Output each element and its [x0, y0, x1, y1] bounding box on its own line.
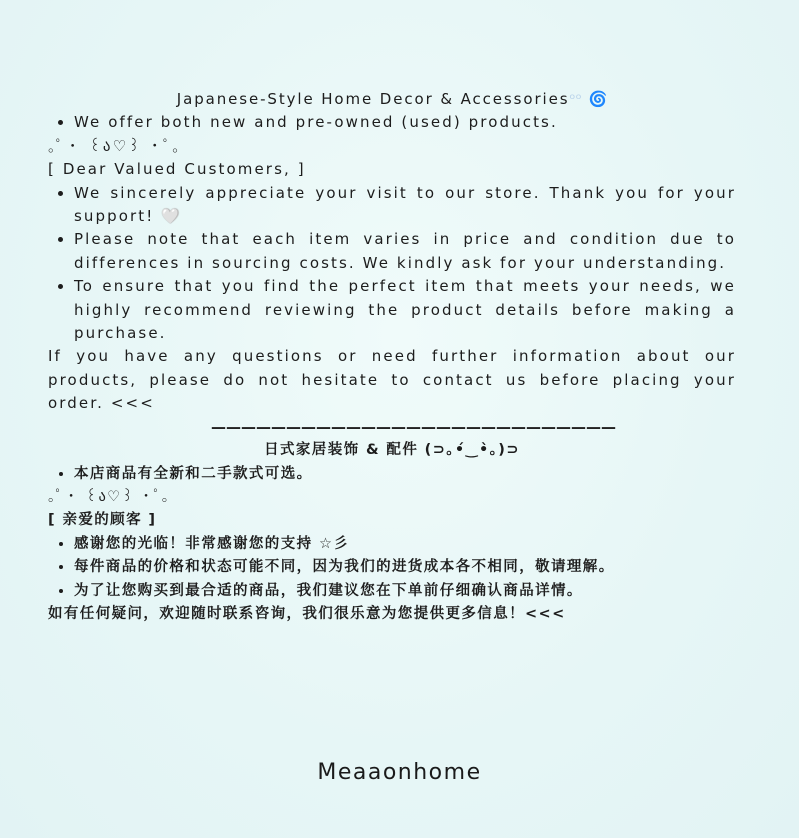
english-title-text: Japanese-Style Home Decor & Accessories [176, 90, 570, 108]
decorative-line: ｡ﾟ・ ꒰ა♡꒱ ・ﾟ｡ [48, 136, 182, 155]
section-divider: ——————————————————————————— [211, 417, 616, 436]
announcement-text [48, 88, 736, 626]
chinese-title: 日式家居装饰 & 配件 (⊃｡•́‿•̀｡)⊃ [264, 442, 520, 459]
list-item-text: We sincerely appreciate your visit to our store. Thank you for your support! [74, 183, 736, 226]
english-intro-list [48, 111, 736, 134]
list-item: • 每件商品的价格和状态可能不同，因为我们的进货成本各不相同，敬请理解。 [74, 556, 736, 579]
list-item: • 感谢您的光临！非常感谢您的支持 ☆彡 [74, 533, 736, 556]
bubbles-icon: ᵒᵒ [569, 90, 582, 108]
chinese-greeting: [ 亲爱的顾客 ] [48, 512, 157, 529]
chinese-notes-list [48, 533, 736, 603]
swirl-icon: 🌀 [588, 90, 608, 108]
list-item: • Please note that each item varies in price and condition due to differences in sourcing costs. We kindly ask for your understanding. [74, 228, 736, 275]
decorative-line: ｡ﾟ・ ꒰ა♡꒱ ・ﾟ｡ [48, 488, 171, 505]
list-item [74, 182, 736, 229]
english-title [48, 88, 736, 111]
english-greeting: [ Dear Valued Customers, ] [48, 160, 306, 179]
list-item: • 本店商品有全新和二手款式可选。 [74, 463, 736, 486]
chinese-closing: 如有任何疑问，欢迎随时联系咨询，我们很乐意为您提供更多信息！<<< [48, 605, 566, 622]
chinese-intro-list [48, 463, 736, 486]
english-notes-list [48, 182, 736, 346]
list-item: • 为了让您购买到最合适的商品，我们建议您在下单前仔细确认商品详情。 [74, 580, 736, 603]
brand-name: Meaaonhome [317, 760, 482, 785]
list-item: • We offer both new and pre-owned (used) products. [74, 111, 736, 134]
english-closing: If you have any questions or need further information about our products, please do not hesitate to contact us before placing your order. <<< [48, 347, 736, 413]
list-item: • To ensure that you find the perfect item that meets your needs, we highly recommend reviewing the product details before making a purchase. [74, 275, 736, 345]
white-heart-icon: 🤍 [161, 207, 180, 226]
